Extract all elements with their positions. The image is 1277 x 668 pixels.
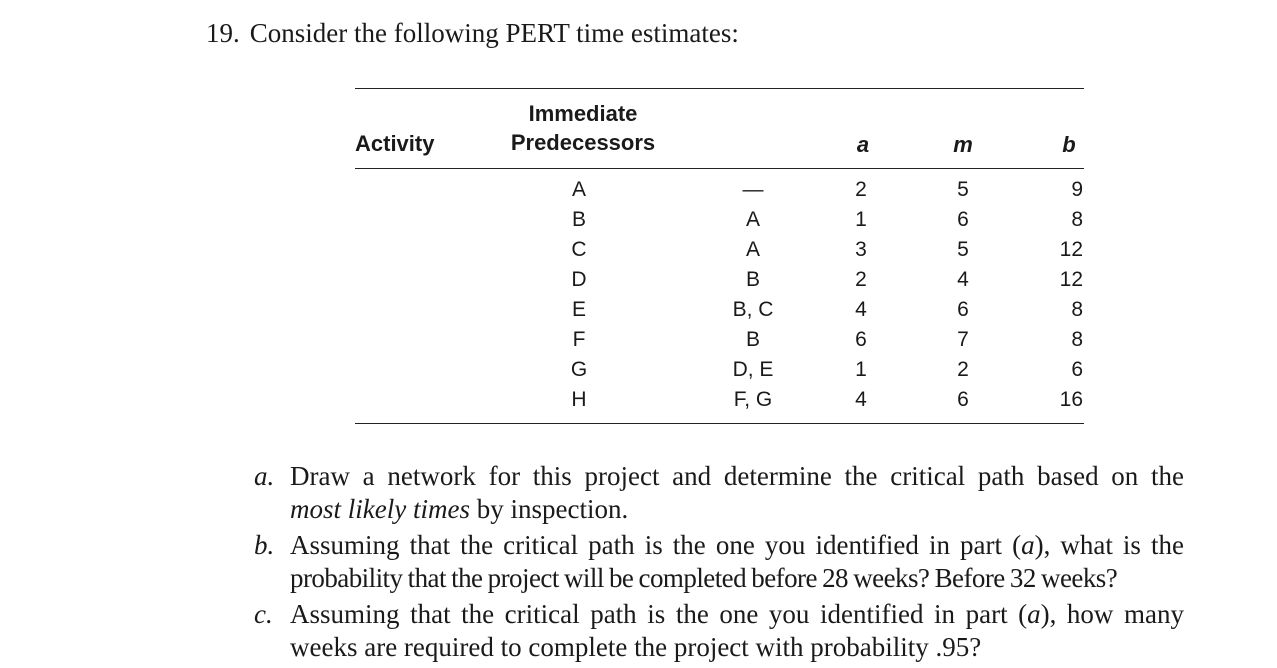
cell-b: 6: [1071, 358, 1083, 381]
cell-m: 5: [957, 238, 969, 261]
table-row: [355, 296, 1084, 326]
cell-predecessors: —: [742, 178, 764, 201]
cell-b: 8: [1071, 298, 1083, 321]
cell-activity: H: [571, 388, 587, 411]
column-header-predecessors-line2: Predecessors: [510, 130, 656, 155]
question-a-letter: a.: [254, 461, 275, 491]
question-c-line1-pre: Assuming that the critical path is the one you identified in part (: [290, 599, 1028, 629]
cell-b: 9: [1071, 178, 1083, 201]
cell-a: 3: [855, 238, 867, 261]
cell-activity: G: [570, 358, 588, 381]
question-c-line2: weeks are required to complete the project with probability .95?: [290, 632, 982, 662]
question-b-text: [290, 529, 1184, 595]
question-b-part-ref: a: [1021, 530, 1035, 560]
cell-b: 12: [1059, 268, 1083, 291]
column-header-a: a: [856, 132, 870, 157]
table-bottom-rule: [355, 423, 1084, 424]
question-c: [254, 598, 1184, 664]
cell-m: 7: [957, 328, 969, 351]
table-row: [355, 206, 1084, 236]
question-b-line2: probability that the project will be completed before 28 weeks? Before 32 weeks?: [290, 563, 1118, 593]
question-b-letter: b.: [254, 530, 275, 560]
cell-a: 4: [855, 388, 867, 411]
question-c-text: [290, 598, 1184, 664]
question-a-line1: Draw a network for this project and determine the critical path based on the: [290, 461, 1184, 491]
cell-m: 6: [957, 208, 969, 231]
cell-predecessors: B: [745, 268, 760, 291]
cell-activity: D: [571, 268, 587, 291]
table-row: [355, 386, 1084, 416]
question-a-line2: [290, 493, 1184, 526]
cell-m: 5: [957, 178, 969, 201]
cell-a: 6: [855, 328, 867, 351]
problem-heading: [206, 16, 739, 50]
cell-m: 6: [957, 298, 969, 321]
cell-activity: E: [571, 298, 586, 321]
cell-predecessors: B, C: [732, 298, 774, 321]
question-b-line1-pre: Assuming that the critical path is the one you identified in part (: [290, 530, 1022, 560]
cell-a: 1: [855, 358, 867, 381]
cell-m: 6: [957, 388, 969, 411]
table-top-rule: [355, 88, 1084, 89]
column-header-b: b: [1062, 132, 1076, 157]
column-header-predecessors-line1: Immediate: [528, 101, 638, 126]
question-a: [254, 460, 1184, 526]
cell-predecessors: B: [745, 328, 760, 351]
cell-predecessors: F, G: [733, 388, 773, 411]
cell-b: 16: [1059, 388, 1083, 411]
question-b-line1: [290, 529, 1184, 562]
column-header-activity: Activity: [355, 131, 435, 156]
cell-b: 8: [1071, 208, 1083, 231]
cell-predecessors: A: [745, 238, 760, 261]
cell-b: 12: [1059, 238, 1083, 261]
problem-number: 19.: [206, 18, 240, 48]
table-row: [355, 176, 1084, 206]
cell-m: 2: [957, 358, 969, 381]
cell-a: 2: [855, 268, 867, 291]
question-b-line1-post: ), what is the: [1034, 530, 1184, 560]
cell-a: 4: [855, 298, 867, 321]
problem-heading-text: Consider the following PERT time estimates:: [249, 18, 739, 48]
table-row: [355, 356, 1084, 386]
cell-predecessors: D, E: [732, 358, 774, 381]
question-list: [254, 460, 1184, 667]
cell-activity: C: [571, 238, 587, 261]
table-row: [355, 266, 1084, 296]
question-c-line1-post: ), how many: [1040, 599, 1184, 629]
question-c-part-ref: a: [1027, 599, 1041, 629]
cell-b: 8: [1071, 328, 1083, 351]
column-header-m: m: [953, 132, 973, 157]
question-c-letter: c.: [254, 599, 273, 629]
cell-activity: B: [571, 208, 586, 231]
column-header-predecessors: [510, 99, 656, 157]
question-b: [254, 529, 1184, 595]
question-a-line2-rest: by inspection.: [469, 494, 629, 524]
question-a-emphasis: most likely times: [290, 494, 470, 524]
table-header-rule: [355, 168, 1084, 169]
question-c-line1: [290, 598, 1184, 631]
cell-predecessors: A: [745, 208, 760, 231]
pert-table-body: [355, 176, 1084, 416]
cell-a: 2: [855, 178, 867, 201]
cell-activity: F: [572, 328, 586, 351]
cell-m: 4: [957, 268, 969, 291]
cell-activity: A: [571, 178, 586, 201]
cell-a: 1: [855, 208, 867, 231]
question-a-text: [290, 460, 1184, 526]
table-row: [355, 326, 1084, 356]
table-row: [355, 236, 1084, 266]
